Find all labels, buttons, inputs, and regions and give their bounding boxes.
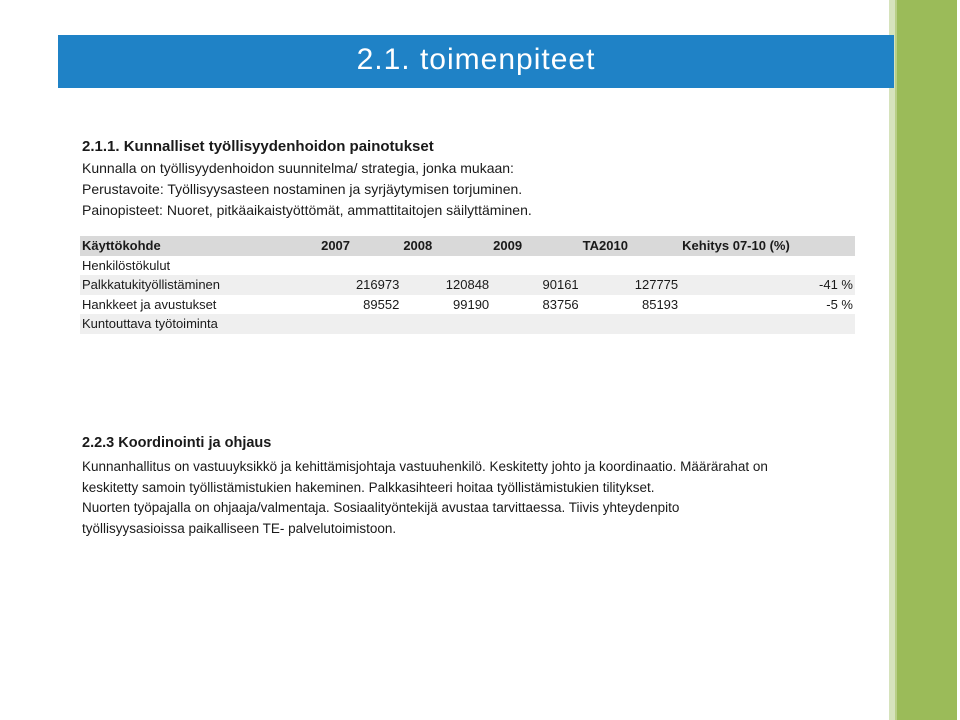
column-header: 2008: [403, 238, 433, 254]
column-header: Käyttökohde: [82, 238, 161, 254]
table-cell: 89552: [363, 296, 400, 312]
table-cell: -5 %: [826, 296, 853, 312]
slide-title: 2.1. toimenpiteet: [356, 43, 596, 76]
section-line: Painopisteet: Nuoret, pitkäaikaistyöttömät, ammattitaitojen säilyttäminen.: [82, 202, 532, 218]
table-row: [80, 275, 855, 295]
section-line: Perustavoite: Työllisyysasteen nostaminen ja syrjäytymisen torjuminen.: [82, 181, 523, 197]
table-cell: [680, 314, 855, 334]
table-cell: [491, 256, 581, 276]
section-line: keskitetty samoin työllistämistukien hakeminen. Palkkasihteeri hoitaa työllistämistukien tilitykset.: [82, 479, 655, 495]
expense-table: [80, 236, 855, 334]
table-cell: 216973: [355, 277, 400, 293]
column-header: TA2010: [582, 238, 628, 254]
decorative-green-bar: [895, 0, 957, 720]
table-cell: Henkilöstökulut: [82, 257, 171, 273]
section-line: Kunnanhallitus on vastuuyksikkö ja kehittämisjohtaja vastuuhenkilö. Keskitetty johto ja koordinaatio. Määrärahat on: [82, 459, 768, 474]
section-line: Nuorten työpajalla on ohjaaja/valmentaja. Sosiaalityöntekijä avustaa tarvittaessa. Tiivis yhteydenpito: [82, 500, 680, 515]
section-painotukset: [82, 137, 882, 221]
table-cell: [401, 256, 491, 276]
table-cell: [581, 256, 680, 276]
table-cell: 120848: [445, 277, 490, 293]
table-row: [80, 295, 855, 315]
table-row: [80, 314, 855, 334]
table-row: [80, 256, 855, 276]
table-cell: [401, 314, 491, 334]
table-cell: Hankkeet ja avustukset: [82, 296, 217, 312]
table-cell: 90161: [542, 277, 579, 293]
title-banner: [58, 35, 894, 88]
column-header: 2007: [321, 238, 351, 254]
table-cell: 99190: [453, 296, 490, 312]
column-header: Kehitys 07-10 (%): [682, 238, 790, 254]
table-cell: [319, 256, 401, 276]
table-cell: [319, 314, 401, 334]
section-heading: 2.2.3 Koordinointi ja ohjaus: [82, 435, 272, 451]
section-line: työllisyysasioissa paikalliseen TE- palvelutoimistoon.: [82, 520, 397, 536]
table-cell: 85193: [641, 296, 679, 312]
table-cell: Palkkatukityöllistäminen: [82, 277, 221, 293]
table-cell: [680, 256, 855, 276]
table-cell: 127775: [634, 277, 679, 293]
column-header: 2009: [493, 238, 523, 254]
table-header-row: [80, 236, 855, 256]
section-koordinointi: [82, 433, 882, 539]
table-cell: 83756: [542, 296, 579, 312]
section-heading: 2.1.1. Kunnalliset työllisyydenhoidon painotukset: [82, 138, 434, 155]
table-cell: [491, 314, 581, 334]
table-cell: [581, 314, 680, 334]
table-cell: Kuntouttava työtoiminta: [82, 316, 218, 332]
table-cell: -41 %: [819, 277, 853, 293]
section-line: Kunnalla on työllisyydenhoidon suunnitelma/ strategia, jonka mukaan:: [82, 160, 514, 176]
